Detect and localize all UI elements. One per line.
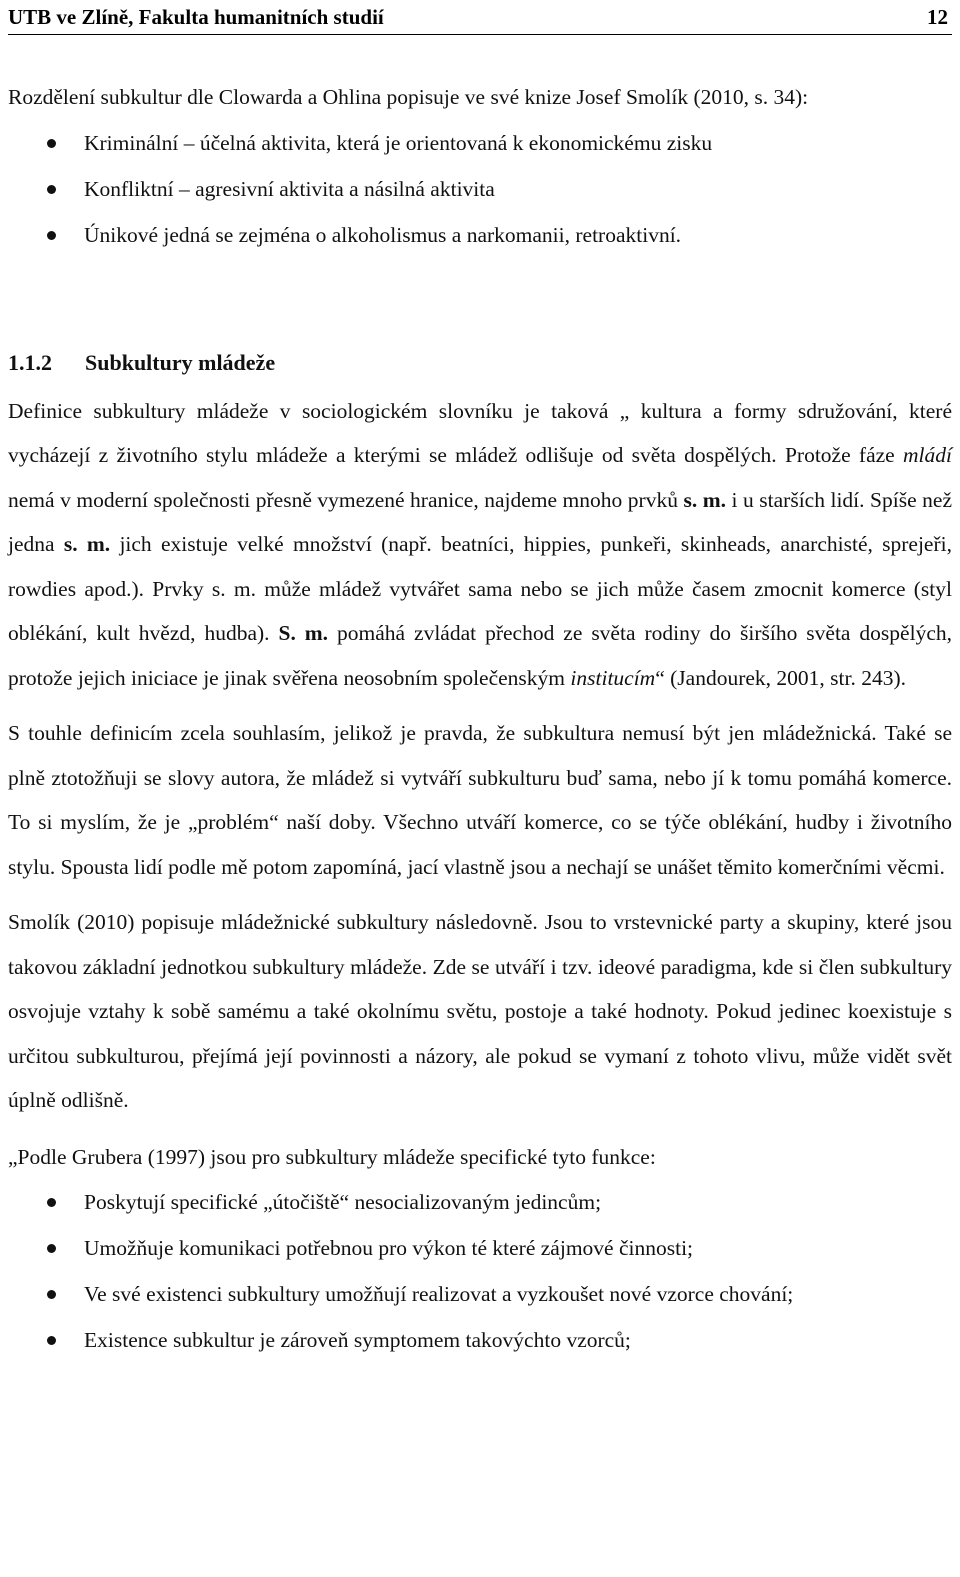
intro-paragraph: Rozdělení subkultur dle Clowarda a Ohlina popisuje ve své knize Josef Smolík (2010, s. 34): bbox=[8, 85, 809, 109]
smolik-paragraph: Smolík (2010) popisuje mládežnické subkultury následovně. Jsou to vrstevnické party a skupiny, které jsou takovou základní jednotkou subkultury mládeže. Zde se utváří i tzv. ideové paradigma, kde si člen subkultury osvojuje vztahy k sobě samému a také okolnímu světu, postoje a také hodnoty. Pokud jedinec koexistuje s určitou subkulturou, přejímá její povinnosti a názory, ale pokud se vymaní z tohoto vlivu, může vidět svět úplně odlišně. bbox=[8, 910, 952, 1112]
list-item: Únikové jedná se zejména o alkoholismus a narkomanii, retroaktivní. bbox=[8, 212, 952, 258]
header-institution: UTB ve Zlíně, Fakulta humanitních studií bbox=[8, 5, 384, 29]
section-title: Subkultury mládeže bbox=[85, 349, 276, 375]
subculture-functions-list bbox=[8, 1179, 952, 1363]
page-number: 12 bbox=[927, 5, 948, 29]
bullet-icon bbox=[47, 139, 56, 148]
definition-paragraph: Definice subkultury mládeže v sociologickém slovníku je taková „ kultura a formy sdružování, které vycházejí z životního stylu mládeže a kterými se mládež odlišuje od světa dospělých. Protože fáze mládí nemá v moderní společnosti přesně vymezené hranice, najdeme mnoho prvků s. m. i u starších lidí. Spíše než jedna s. m. jich existuje velké množství (např. beatníci, hippies, punkeři, skinheads, anarchisté, sprejeři, rowdies apod.). Prvky s. m. může mládež vytvářet sama nebo se jich může časem zmocnit komerce (styl oblékání, kult hvězd, hudba). S. m. pomáhá zvládat přechod ze světa rodiny do širšího světa dospělých, protože jejich iniciace je jinak svěřena neosobním společenským institucím“ (Jandourek, 2001, str. 243). bbox=[8, 398, 952, 690]
list-item: Umožňuje komunikaci potřebnou pro výkon té které zájmové činnosti; bbox=[8, 1225, 952, 1271]
emphasis-institucim: institucím bbox=[570, 665, 656, 690]
bullet-icon bbox=[47, 185, 56, 194]
bullet-icon bbox=[47, 1244, 56, 1253]
section-number: 1.1.2 bbox=[8, 349, 52, 375]
abbr-sm: s. m. bbox=[63, 532, 111, 556]
emphasis-mladi: mládí bbox=[903, 443, 952, 467]
opinion-paragraph: S touhle definicím zcela souhlasím, jelikož je pravda, že subkultura nemusí být jen mládežnická. Také se plně ztotožňuji se slovy autora, že mládež si vytváří subkulturu buď sama, nebo jí k tomu pomáhá komerce. To si myslím, že je „problém“ naší doby. Všechno utváří komerce, co se týče oblékání, hudby i životního stylu. Spousta lidí podle mě potom zapomíná, jací vlastně jsou a nechají se unášet těmito komerčními věcmi. bbox=[8, 721, 952, 879]
list-item: Existence subkultur je zároveň symptomem takovýchto vzorců; bbox=[8, 1317, 952, 1363]
bullet-icon bbox=[47, 231, 56, 240]
abbr-sm: s. m. bbox=[683, 487, 727, 512]
document-page bbox=[8, 0, 952, 1363]
section-heading bbox=[8, 349, 952, 377]
bullet-icon bbox=[47, 1336, 56, 1345]
list-item: Konfliktní – agresivní aktivita a násilná aktivita bbox=[8, 166, 952, 212]
bullet-icon bbox=[47, 1198, 56, 1207]
bullet-icon bbox=[47, 1290, 56, 1299]
list-item: Poskytují specifické „útočiště“ nesocializovaným jedincům; bbox=[8, 1179, 952, 1225]
list-item: Ve své existenci subkultury umožňují realizovat a vyzkoušet nové vzorce chování; bbox=[8, 1271, 952, 1317]
gruber-quote-intro: „Podle Grubera (1997) jsou pro subkultury mládeže specifické tyto funkce: bbox=[8, 1144, 656, 1169]
list-item: Kriminální – účelná aktivita, která je orientovaná k ekonomickému zisku bbox=[8, 120, 952, 166]
subculture-types-list bbox=[8, 120, 952, 258]
page-header bbox=[8, 0, 952, 35]
abbr-sm: S. m. bbox=[278, 621, 329, 645]
